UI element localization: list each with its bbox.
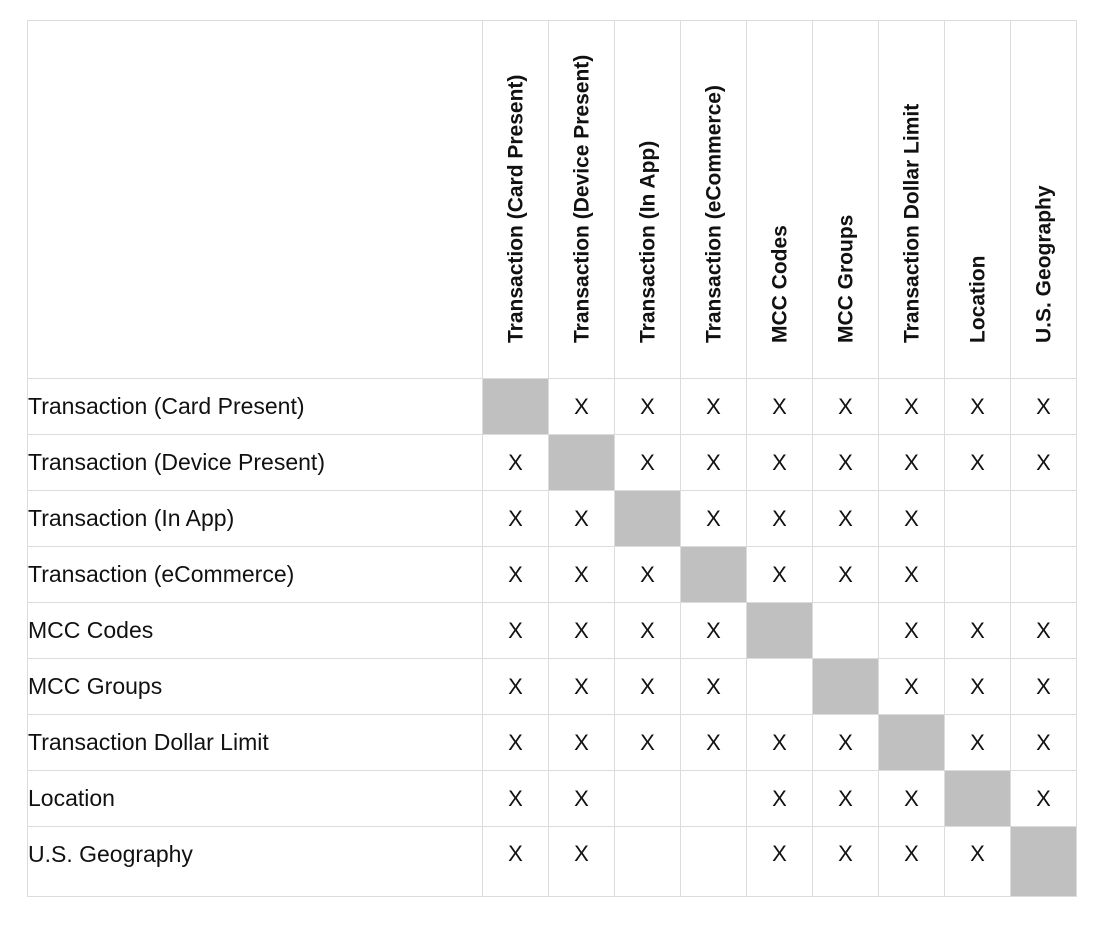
row-header: Transaction (Card Present) xyxy=(28,379,483,435)
column-header xyxy=(681,21,747,379)
column-header-label: U.S. Geography xyxy=(1032,185,1055,343)
diagonal-cell xyxy=(813,659,879,715)
matrix-cell: X xyxy=(879,435,945,491)
matrix-cell: X xyxy=(879,491,945,547)
matrix-cell: X xyxy=(813,715,879,771)
row-header: MCC Codes xyxy=(28,603,483,659)
matrix-cell: X xyxy=(1011,659,1077,715)
matrix-cell: X xyxy=(681,435,747,491)
matrix-cell: X xyxy=(879,603,945,659)
column-header xyxy=(879,21,945,379)
diagonal-cell xyxy=(879,715,945,771)
matrix-cell: X xyxy=(483,491,549,547)
matrix-cell xyxy=(747,659,813,715)
matrix-cell: X xyxy=(1011,715,1077,771)
column-header-label: Transaction (Card Present) xyxy=(504,74,527,343)
column-header-label: Transaction Dollar Limit xyxy=(900,103,923,343)
matrix-cell: X xyxy=(615,379,681,435)
matrix-cell: X xyxy=(549,771,615,827)
matrix-cell: X xyxy=(813,547,879,603)
matrix-cell: X xyxy=(1011,603,1077,659)
matrix-cell: X xyxy=(483,435,549,491)
matrix-cell: X xyxy=(747,715,813,771)
column-header-label: Transaction (In App) xyxy=(636,140,659,343)
matrix-cell: X xyxy=(1011,379,1077,435)
matrix-cell: X xyxy=(483,603,549,659)
column-header xyxy=(483,21,549,379)
column-header xyxy=(813,21,879,379)
matrix-cell: X xyxy=(945,715,1011,771)
matrix-cell: X xyxy=(549,715,615,771)
table-row xyxy=(28,379,1077,435)
matrix-cell: X xyxy=(549,547,615,603)
matrix-cell: X xyxy=(945,435,1011,491)
matrix-cell: X xyxy=(945,603,1011,659)
matrix-cell: X xyxy=(615,547,681,603)
matrix-cell: X xyxy=(615,603,681,659)
matrix-cell: X xyxy=(747,379,813,435)
matrix-cell xyxy=(681,827,747,897)
matrix-cell: X xyxy=(549,659,615,715)
row-header: MCC Groups xyxy=(28,659,483,715)
table-row xyxy=(28,603,1077,659)
matrix-cell: X xyxy=(681,659,747,715)
matrix-cell: X xyxy=(879,547,945,603)
row-header: Transaction (Device Present) xyxy=(28,435,483,491)
matrix-cell: X xyxy=(747,827,813,897)
diagonal-cell xyxy=(681,547,747,603)
matrix-cell xyxy=(1011,491,1077,547)
table-row xyxy=(28,659,1077,715)
matrix-cell: X xyxy=(813,491,879,547)
table-row xyxy=(28,715,1077,771)
matrix-cell: X xyxy=(549,491,615,547)
matrix-cell: X xyxy=(879,659,945,715)
matrix-cell: X xyxy=(681,491,747,547)
matrix-cell: X xyxy=(747,491,813,547)
row-header: Transaction (eCommerce) xyxy=(28,547,483,603)
column-header-label: Transaction (Device Present) xyxy=(570,54,593,343)
matrix-cell xyxy=(615,771,681,827)
diagonal-cell xyxy=(615,491,681,547)
row-header: Location xyxy=(28,771,483,827)
matrix-cell: X xyxy=(747,771,813,827)
column-header xyxy=(1011,21,1077,379)
column-header-label: MCC Codes xyxy=(768,225,791,343)
matrix-cell: X xyxy=(747,435,813,491)
matrix-cell: X xyxy=(615,659,681,715)
table-row xyxy=(28,491,1077,547)
matrix-cell: X xyxy=(1011,771,1077,827)
table-row xyxy=(28,771,1077,827)
matrix-cell: X xyxy=(813,827,879,897)
matrix-cell: X xyxy=(549,379,615,435)
matrix-cell: X xyxy=(483,547,549,603)
table-row xyxy=(28,435,1077,491)
matrix-cell: X xyxy=(747,547,813,603)
column-header xyxy=(945,21,1011,379)
diagonal-cell xyxy=(747,603,813,659)
matrix-cell: X xyxy=(879,771,945,827)
header-row xyxy=(28,21,1077,379)
column-header-label: Transaction (eCommerce) xyxy=(702,85,725,343)
matrix-cell xyxy=(681,771,747,827)
matrix-cell: X xyxy=(879,827,945,897)
column-header-label: Location xyxy=(966,255,989,343)
diagonal-cell xyxy=(549,435,615,491)
matrix-cell xyxy=(945,491,1011,547)
table-row xyxy=(28,547,1077,603)
column-header xyxy=(615,21,681,379)
row-header: Transaction (In App) xyxy=(28,491,483,547)
diagonal-cell xyxy=(1011,827,1077,897)
diagonal-cell xyxy=(945,771,1011,827)
matrix-cell: X xyxy=(813,771,879,827)
column-header-label: MCC Groups xyxy=(834,214,857,343)
column-header xyxy=(549,21,615,379)
matrix-cell: X xyxy=(813,379,879,435)
matrix-cell: X xyxy=(549,827,615,897)
matrix-cell: X xyxy=(945,827,1011,897)
diagonal-cell xyxy=(483,379,549,435)
matrix-cell: X xyxy=(681,603,747,659)
matrix-cell xyxy=(615,827,681,897)
compatibility-matrix xyxy=(27,20,1077,897)
table-row xyxy=(28,827,1077,897)
matrix-cell: X xyxy=(681,379,747,435)
matrix-cell: X xyxy=(615,715,681,771)
column-header xyxy=(747,21,813,379)
matrix-cell: X xyxy=(549,603,615,659)
row-header: U.S. Geography xyxy=(28,827,483,897)
row-header: Transaction Dollar Limit xyxy=(28,715,483,771)
matrix-cell: X xyxy=(615,435,681,491)
matrix-cell xyxy=(945,547,1011,603)
matrix-cell xyxy=(1011,547,1077,603)
corner-cell xyxy=(28,21,483,379)
matrix-cell: X xyxy=(483,659,549,715)
matrix-cell: X xyxy=(483,771,549,827)
matrix-cell: X xyxy=(945,379,1011,435)
matrix-cell: X xyxy=(879,379,945,435)
matrix-cell: X xyxy=(483,715,549,771)
matrix-cell: X xyxy=(945,659,1011,715)
matrix-cell: X xyxy=(483,827,549,897)
matrix-cell: X xyxy=(813,435,879,491)
matrix-cell xyxy=(813,603,879,659)
matrix-cell: X xyxy=(1011,435,1077,491)
matrix-cell: X xyxy=(681,715,747,771)
